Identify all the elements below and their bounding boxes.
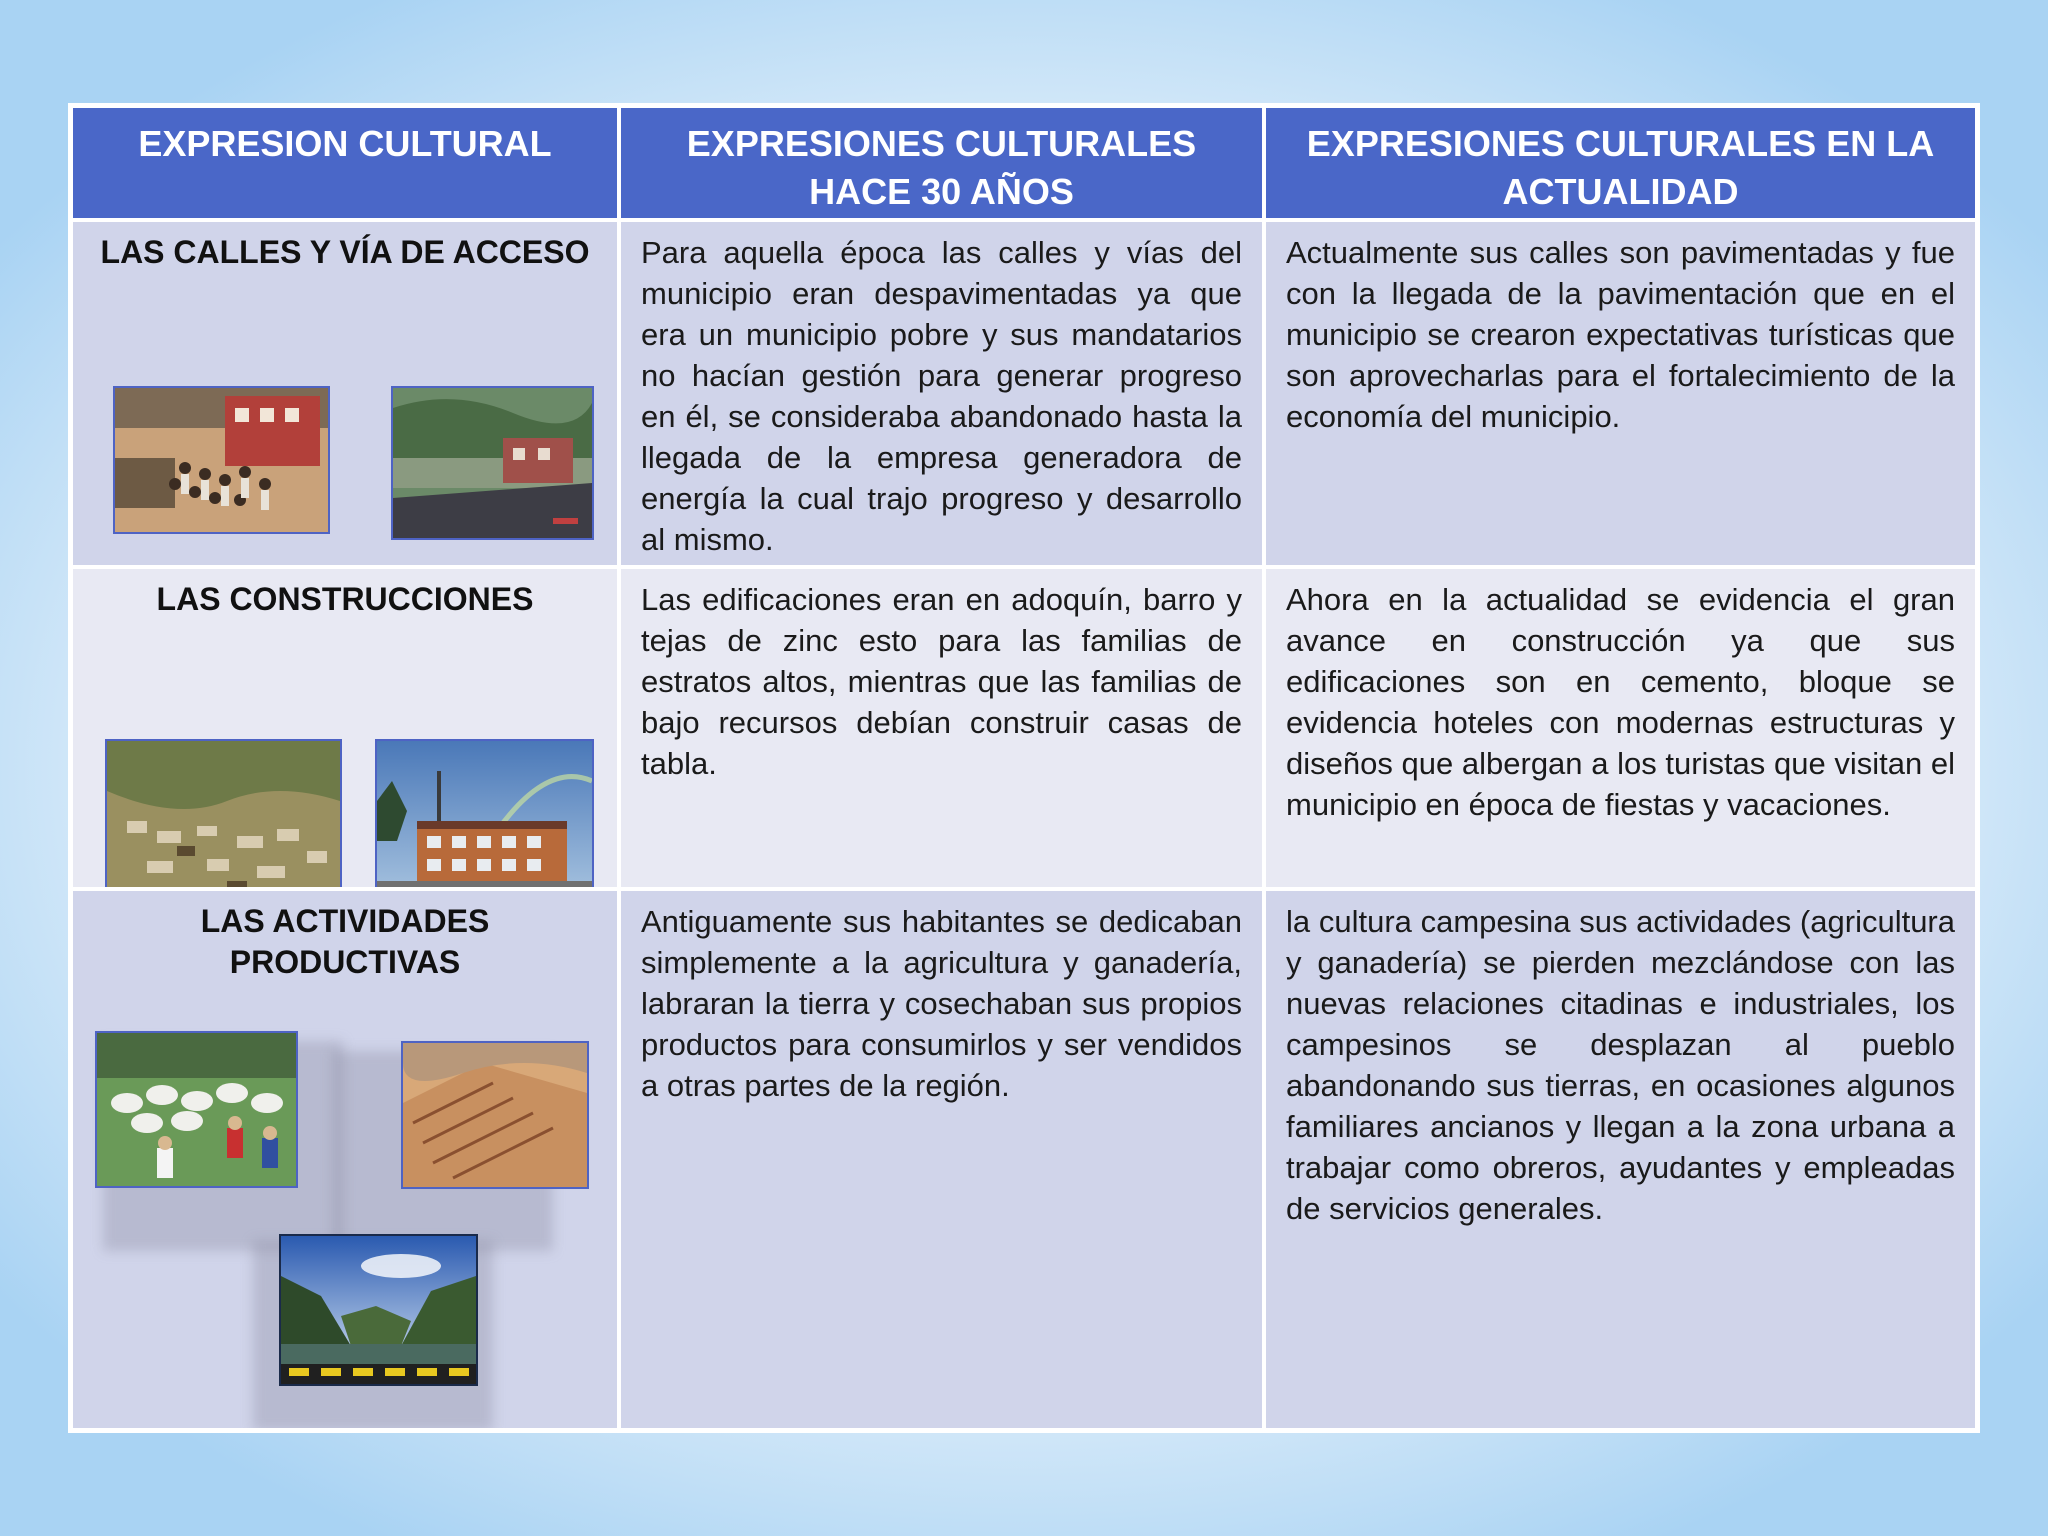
row-buildings-label-cell — [71, 567, 619, 889]
row-streets-label-cell — [71, 220, 619, 567]
row-streets-label: LAS CALLES Y VÍA DE ACCESO — [100, 234, 590, 270]
row-productive-past: Antiguamente sus habitantes se dedicaban simplemente a la agricultura y ganadería, labraran la tierra y cosechaban sus propios productos para consumirlos y ser vendidos a otras partes de la región. — [619, 889, 1264, 1430]
row-buildings-present: Ahora en la actualidad se evidencia el gran avance en construcción ya que sus edificaciones son en cemento, bloque se evidencia hoteles con modernas estructuras y diseños que albergan a los turistas que visitan el municipio en época de fiestas y vacaciones. — [1264, 567, 1977, 889]
paved-street-photo — [391, 386, 594, 540]
row-buildings-label: LAS CONSTRUCCIONES — [156, 581, 534, 617]
row-productive-label-cell — [71, 889, 619, 1430]
row-streets-present: Actualmente sus calles son pavimentadas y fue con la llegada de la pavimentación que en el municipio se crearon expectativas turísticas que son aprovecharlas para el fortalecimiento de la economía del municipio. — [1264, 220, 1977, 567]
header-past: EXPRESIONES CULTURALES HACE 30 AÑOS — [619, 106, 1264, 220]
cattle-fair-photo — [95, 1031, 298, 1188]
row-buildings-past: Las edificaciones eran en adoquín, barro y tejas de zinc esto para las familias de estratos altos, mientras que las familias de bajo recursos debían construir casas de tabla. — [619, 567, 1264, 889]
old-town-aerial-photo — [105, 739, 342, 889]
river-mountains-photo — [279, 1234, 478, 1386]
hotel-building-photo — [375, 739, 594, 889]
culture-comparison-table — [71, 106, 1977, 1430]
bricks-photo — [401, 1041, 589, 1189]
header-expression: EXPRESION CULTURAL — [71, 106, 619, 220]
header-present: EXPRESIONES CULTURALES EN LA ACTUALIDAD — [1264, 106, 1977, 220]
old-street-crowd-photo — [113, 386, 330, 534]
row-productive-label: LAS ACTIVIDADES PRODUCTIVAS — [200, 903, 490, 980]
row-productive-present: la cultura campesina sus actividades (agricultura y ganadería) se pierden mezclándose con las nuevas relaciones citadinas e industriales, los campesinos se desplazan al pueblo abandonando sus tierras, en ocasiones algunos familiares ancianos y llegan a la zona urbana a trabajar como obreros, ayudantes y empleadas de servicios generales. — [1264, 889, 1977, 1430]
row-streets-past: Para aquella época las calles y vías del municipio eran despavimentadas ya que era un municipio pobre y sus mandatarios no hacían gestión para generar progreso en él, se consideraba abandonado hasta la llegada de la empresa generadora de energía la cual trajo progreso y desarrollo al mismo. — [619, 220, 1264, 567]
